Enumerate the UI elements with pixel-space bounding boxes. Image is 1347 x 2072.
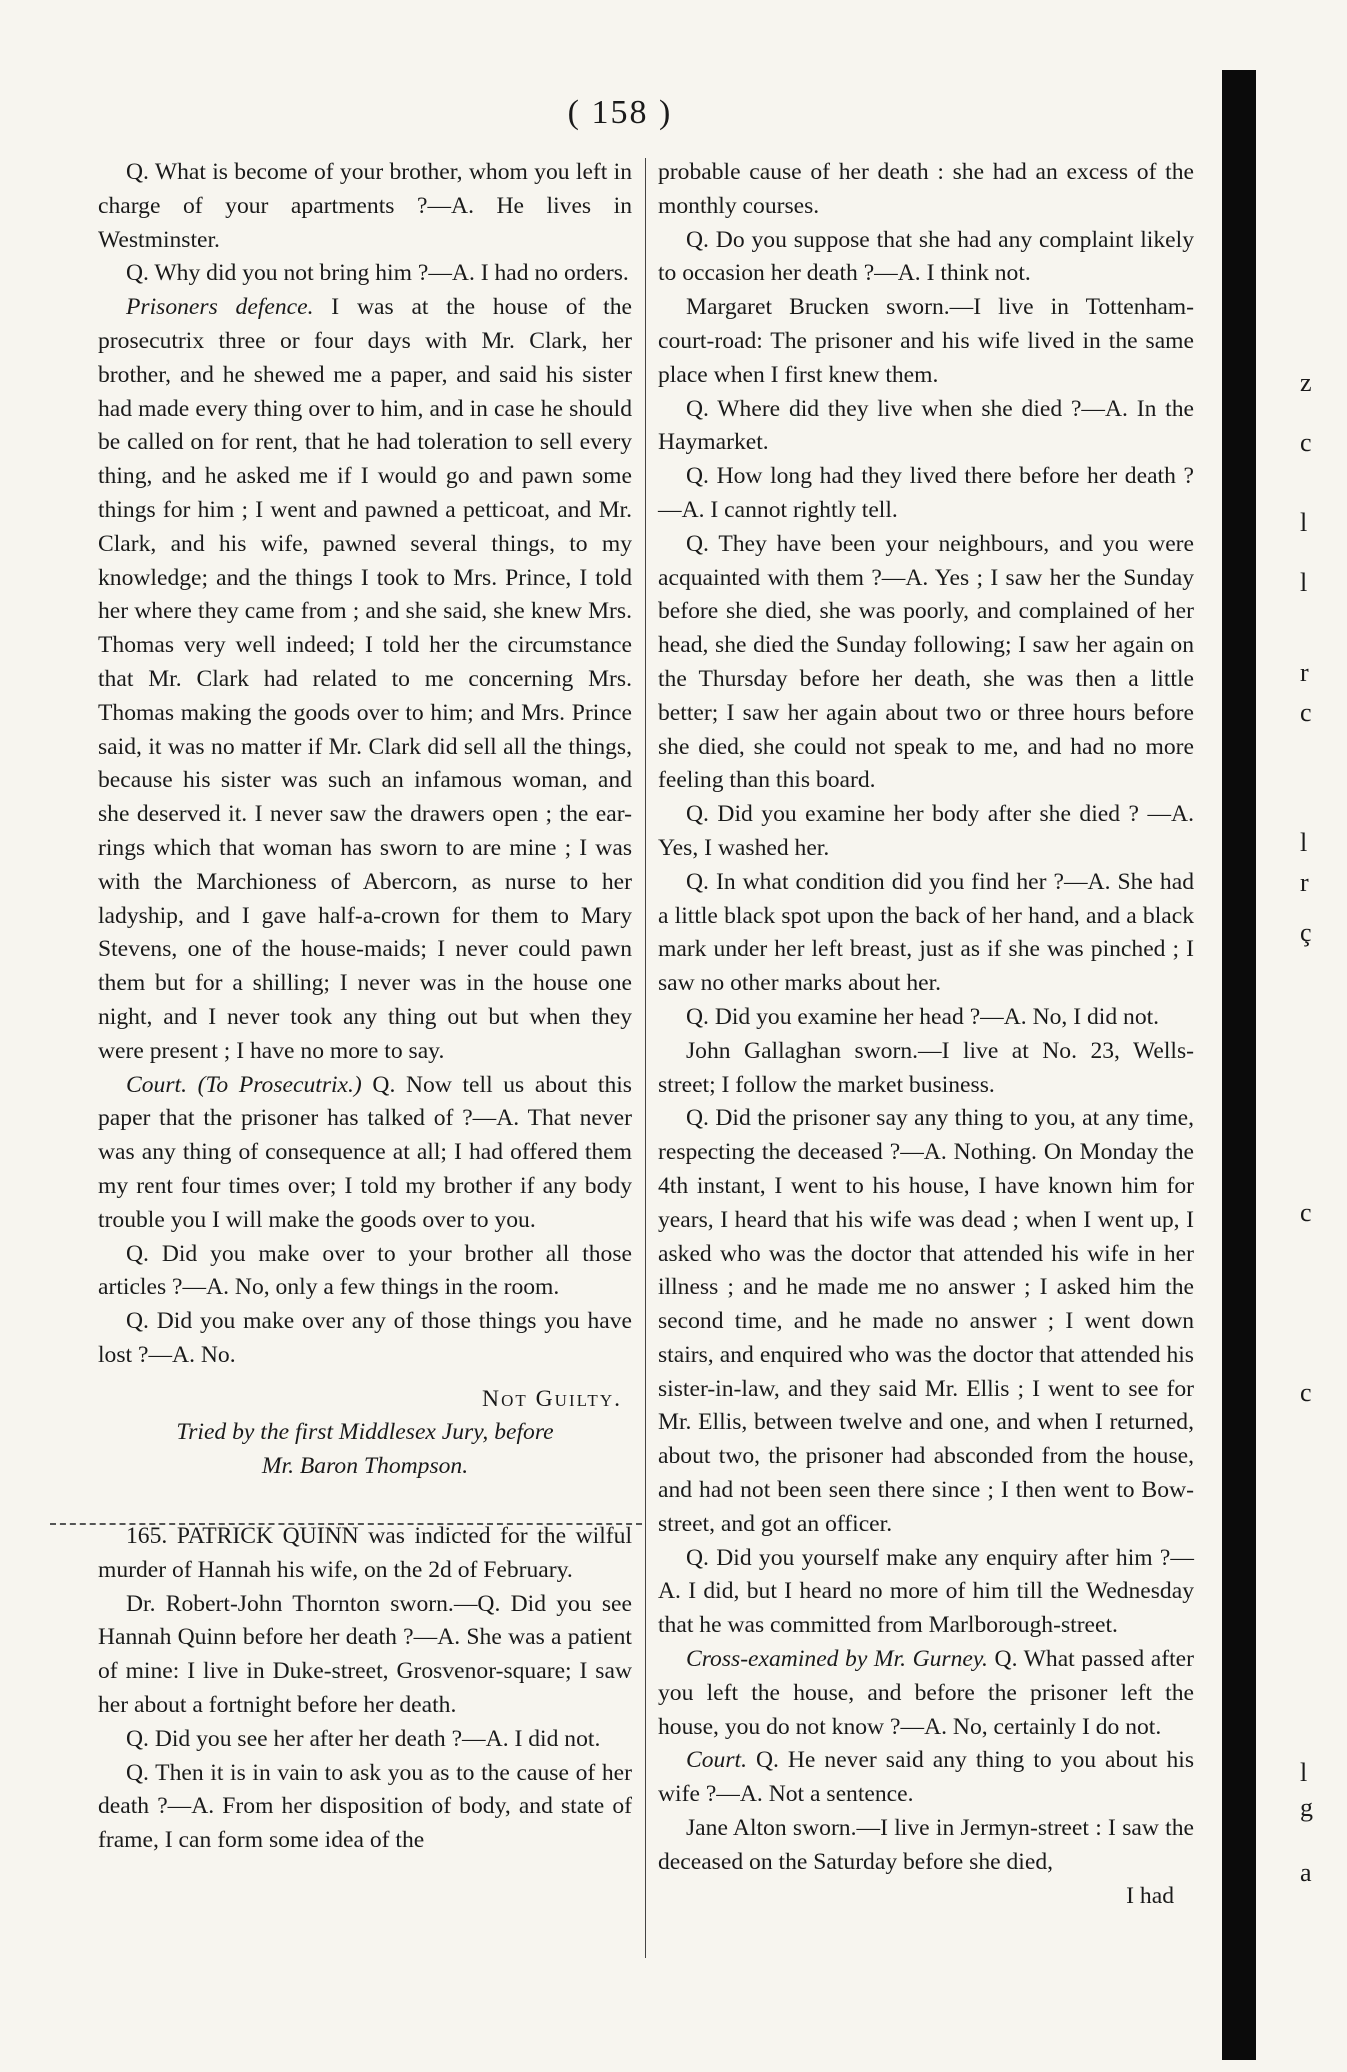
paragraph: Q. Did you yourself make any enquiry after him ?—A. I did, but I heard no more of him till the Wednesday that he was committed from Marlborough-street. [658, 1544, 1194, 1639]
edge-glyph: r [1300, 868, 1309, 897]
case-heading: 165. PATRICK QUINN was indicted for the wilful murder of Hannah his wife, on the 2d of February. [98, 1523, 632, 1583]
paragraph: Q. Did you examine her head ?—A. No, I did not. [686, 1003, 1160, 1030]
paragraph [658, 1643, 1194, 1744]
speaker-label: Court. (To Prosecutrix.) [126, 1071, 362, 1098]
speaker-label: Prisoners defence. [126, 294, 314, 321]
paragraph-text: Q. He never said any thing to you about his wife ?—A. Not a sentence. [658, 1747, 1194, 1808]
left-column [98, 156, 632, 1858]
edge-glyph: g [1300, 1793, 1313, 1822]
paragraph [98, 1069, 632, 1238]
scan-edge-bar [1222, 70, 1256, 2060]
paragraph: Margaret Brucken sworn.—I live in Tottenham-court-road: The prisoner and his wife lived in the same place when I first knew them. [658, 294, 1194, 388]
paragraph: Q. They have been your neighbours, and you were acquainted with them ?—A. Yes ; I saw her the Sunday before she died, she was poorly, and complained of her head, she died the Sunday following; I saw her again on the Thursday before her death, she was then a little better; I saw her again about two or three hours before she died, she could not speak to me, and had no more feeling than this board. [658, 530, 1194, 794]
edge-glyph: c [1300, 1198, 1312, 1227]
tried-by-judge: Mr. Baron Thompson. [261, 1453, 469, 1480]
paragraph: Q. Did you examine her body after she died ? —A. Yes, I washed her. [658, 801, 1194, 861]
paragraph-text: I was at the house of the prosecutrix three or four days with Mr. Clark, her brother, and he shewed me a paper, and said his sister had made every thing over to him, and in case he should be called on for rent, that he had toleration to sell every thing, and he asked me if I would go and pawn some things for him ; I went and pawned a petticoat, and Mr. Clark, and his wife, pawned several things, to my knowledge; and the things I took to Mrs. Prince, I told her where they came from ; and she said, she knew Mrs. Thomas very well indeed; I told her the circumstance that Mr. Clark had related to me concerning Mrs. Thomas making the goods over to him; and Mrs. Prince said, it was no matter if Mr. Clark did sell all the things, because his sister was such an infamous woman, and she deserved it. I never saw the drawers open ; the ear-rings which that woman has sworn to are mine ; I was with the Marchioness of Abercorn, as nurse to her ladyship, and I gave half-a-crown for them to Mary Stevens, one of the house-maids; I never could pawn them but for a shilling; I never was in the house one night, and I never took any thing out but when they were present ; I have no more to say. [98, 294, 633, 1064]
paragraph-text: Q. Now tell us about this paper that the prisoner has talked of ?—A. That never was any thing of consequence at all; I had offered them my rent four times over; I told my brother if any body trouble you I will make the goods over to you. [98, 1071, 632, 1233]
page-number: ( 158 ) [567, 94, 673, 131]
paragraph-text: Q. What passed after you left the house, and before the prisoner left the house, you do not know ?—A. No, certainly I do not. [658, 1646, 1194, 1740]
paragraph: Dr. Robert-John Thornton sworn.—Q. Did you see Hannah Quinn before her death ?—A. She was a patient of mine: I live in Duke-street, Grosvenor-square; I saw her about a fortnight before her death. [98, 1590, 632, 1719]
edge-glyph: l [1300, 508, 1308, 537]
column-divider [645, 158, 647, 1958]
edge-glyph: l [1300, 828, 1308, 857]
paragraph: Q. How long had they lived there before her death ?—A. I cannot rightly tell. [658, 463, 1194, 523]
right-column [658, 156, 1194, 1913]
paragraph: probable cause of her death : she had an excess of the monthly courses. [658, 159, 1194, 219]
verdict: Not Guilty. [482, 1385, 622, 1412]
edge-glyph: r [1300, 658, 1309, 687]
paragraph: Jane Alton sworn.—I live in Jermyn-street : I saw the deceased on the Saturday before she died, [658, 1815, 1194, 1875]
catchword: I had [1126, 1882, 1174, 1909]
paragraph: Q. Where did they live when she died ?—A. In the Haymarket. [658, 395, 1194, 456]
speaker-label: Cross-examined by Mr. Gurney. [686, 1646, 988, 1673]
edge-glyph: l [1300, 1758, 1308, 1787]
edge-glyph: c [1300, 698, 1312, 727]
paragraph [658, 1744, 1194, 1812]
paragraph: Q. Then it is in vain to ask you as to the cause of her death ?—A. From her disposition of body, and state of frame, I can form some idea of the [98, 1759, 632, 1854]
edge-glyph: c [1300, 1378, 1312, 1407]
edge-glyph: ç [1300, 918, 1312, 947]
edge-glyph: z [1300, 368, 1312, 397]
paragraph: Q. Did you make over any of those things you have lost ?—A. No. [98, 1308, 632, 1368]
paragraph: Q. Did the prisoner say any thing to you, at any time, respecting the deceased ?—A. Nothing. On Monday the 4th instant, I went to his house, I have known him for years, I heard that his wife was dead ; when I went up, I asked who was the doctor that attended his wife in her illness ; and he made me no answer ; I asked him the second time, and he made no answer ; I went down stairs, and enquired who was the doctor that attended his sister-in-law, and they said Mr. Ellis ; I went to see for Mr. Ellis, between twelve and one, and when I returned, about two, the prisoner had absconded from the house, and had not been seen there since ; I then went to Bow-street, and got an officer. [658, 1105, 1194, 1537]
facing-page-edge [1300, 370, 1330, 1970]
paragraph: Q. What is become of your brother, whom you left in charge of your apartments ?—A. He lives in Westminster. [98, 159, 632, 253]
edge-glyph: a [1300, 1858, 1312, 1887]
paragraph: Q. Did you make over to your brother all those articles ?—A. No, only a few things in the room. [98, 1240, 632, 1301]
speaker-label: Court. [686, 1747, 747, 1774]
paragraph: Q. Why did you not bring him ?—A. I had no orders. [126, 260, 629, 287]
edge-glyph: l [1300, 568, 1308, 597]
edge-glyph: c [1300, 428, 1312, 457]
paragraph: Q. Do you suppose that she had any complaint likely to occasion her death ?—A. I think not. [658, 226, 1194, 287]
paragraph: Q. Did you see her after her death ?—A. I did not. [126, 1725, 601, 1752]
paragraph: John Gallaghan sworn.—I live at No. 23, Wells-street; I follow the market business. [658, 1037, 1194, 1098]
tried-by-line: Tried by the first Middlesex Jury, before [176, 1419, 554, 1446]
paragraph: Q. In what condition did you find her ?—A. She had a little black spot upon the back of her hand, and a black mark under her left breast, just as if she was pinched ; I saw no other marks about her. [658, 868, 1194, 997]
paragraph [98, 291, 632, 1068]
